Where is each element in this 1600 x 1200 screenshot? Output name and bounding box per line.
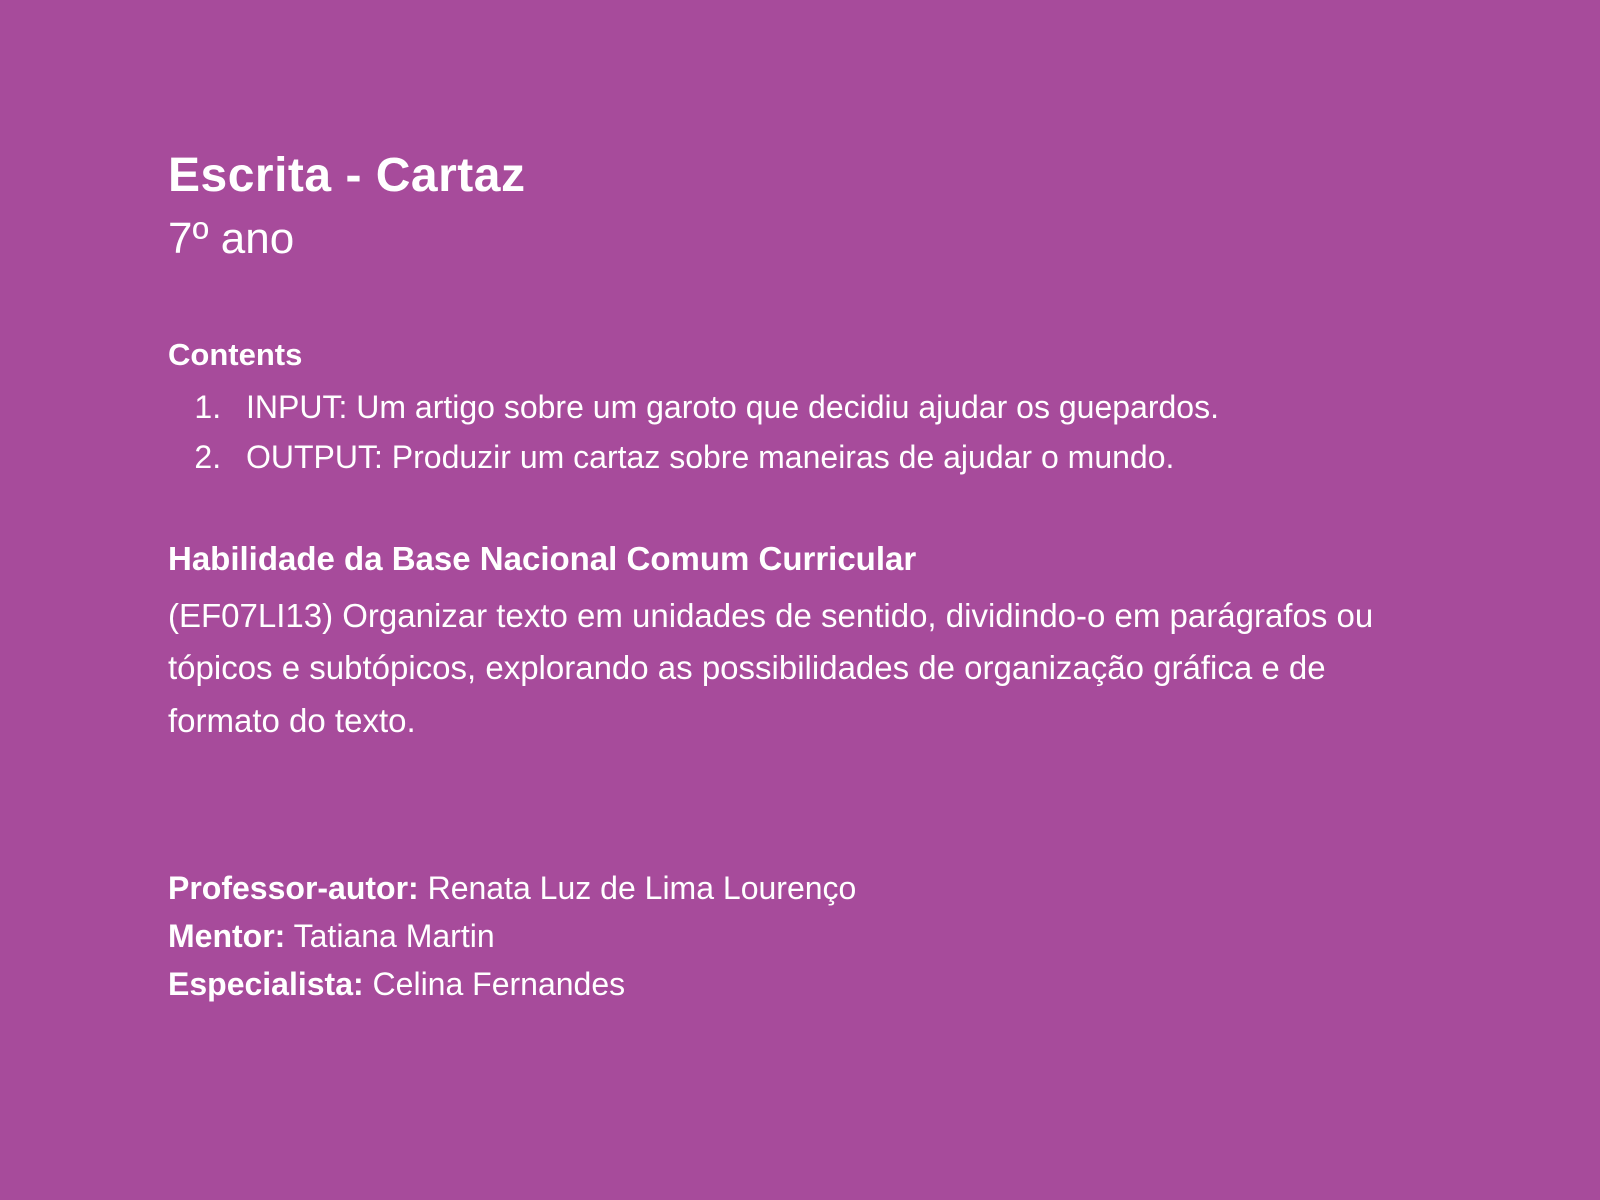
- credit-line-mentor: [168, 912, 1450, 960]
- page-subtitle: 7º ano: [168, 214, 295, 264]
- contents-list: [168, 383, 1450, 482]
- credit-label-especialista: Especialista:: [168, 966, 364, 1002]
- credit-label-professor: Professor-autor:: [168, 870, 419, 906]
- list-item-input: 1. INPUT: Um artigo sobre um garoto que decidiu ajudar os guepardos.: [230, 383, 1450, 433]
- credit-value-especialista: Celina Fernandes: [372, 966, 626, 1002]
- credit-line-especialista: [168, 960, 1450, 1008]
- credit-value-professor: Renata Luz de Lima Lourenço: [427, 870, 857, 906]
- credits-block: [168, 864, 1450, 1008]
- credit-line-professor: [168, 864, 1450, 912]
- contents-heading: Contents: [168, 336, 303, 372]
- credit-value-mentor: Tatiana Martin: [293, 918, 495, 954]
- skill-description: (EF07LI13) Organizar texto em unidades de sentido, dividindo-o em parágrafos ou tópicos e subtópicos, explorando as possibilidades de organização gráfica e de formato do texto.: [168, 596, 1374, 740]
- skill-heading: Habilidade da Base Nacional Comum Curricular: [168, 540, 917, 578]
- page-title: Escrita - Cartaz: [168, 149, 526, 202]
- list-item-output: 2. OUTPUT: Produzir um cartaz sobre maneiras de ajudar o mundo.: [230, 433, 1450, 483]
- credit-label-mentor: Mentor:: [168, 918, 286, 954]
